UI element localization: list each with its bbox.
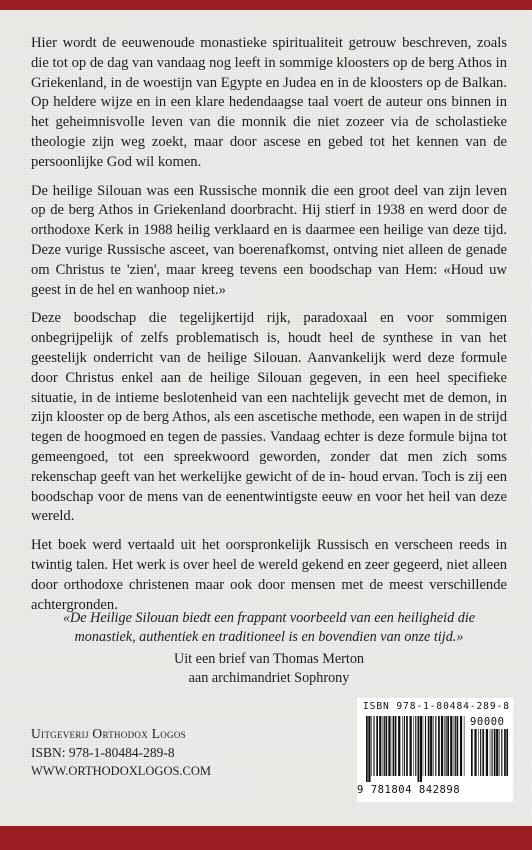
back-cover-blurb [31,34,507,624]
barcode-bar [464,716,465,776]
barcode-bar [410,716,412,776]
barcode-bar [371,716,372,776]
barcode-bar [430,716,432,776]
barcode-bar [398,716,400,776]
barcode-bar [418,716,420,782]
barcode-bar [368,716,370,782]
top-red-band [0,0,532,10]
barcode-bar [457,716,459,776]
barcode-bar [455,716,456,776]
quote-attribution-line-1: Uit een brief van Thomas Merton [173,651,365,667]
barcode-bar [501,729,502,776]
barcode-bar [395,716,397,776]
blurb-paragraph-4: Het boek werd vertaald uit het oorspronkelijk Russisch en verscheen reeds in twintig talen. Het werk is over heel de wereld gekend en zeer gegeerd, niet alleen door orthodoxe christenen maar ook door mensen met de meest verschillende achtergronden. [31,537,507,613]
barcode-bar [504,729,506,776]
barcode-bar [383,716,384,776]
barcode-bar [446,716,447,776]
barcode-bar [435,716,436,776]
blurb-paragraph-3: Deze boodschap die tegelijkertijd rijk, paradoxaal en voor sommigen onbegrijpelijk of zelfs problematisch is, houdt heel de synthese in van het geestelijk onderricht van de heilige Silouan. Aanvankelijk werd deze formule door Christus enkel aan de heilige Silouan gegeven, in een heel specifieke situatie, in de intieme beslotenheid van een nachtelijk gevecht met de demon, in zijn klooster op de berg Athos, als een ascetische methode, een wapen in de strijd tegen de hoogmoed en tegen de passies. Vandaag echter is deze formule bijna tot gemeengoed, tot een spreekwoord geworden, zonder dat men zich soms rekenschap geeft van het werkelijke gewicht of de in- houd ervan. Toch is zij een boodschap voor de mens van de eenentwintigste eeuw en voor het heil van deze wereld. [31,310,507,525]
publisher-block [31,724,291,781]
blurb-paragraph-1: Hier wordt de eeuwenoude monastieke spiritualiteit getrouw beschreven, zoals die tot op de dag van vandaag nog leeft in sommige kloosters op de berg Athos in Griekenland, in de woestijn van Egypte en Judea en in de kloosters op de Balkan. Op heldere wijze en in een klare hedendaagse taal voert de auteur ons binnen in het geheimnisvolle leven van die monnik die niet zozeer via de scholastieke theologie zijn weg zoekt, maar door ascese en gebed tot het kennen van de persoonlijke God wil komen. [31,35,507,170]
barcode-isbn-label: ISBN 978-1-80484-289-8 [363,701,510,712]
barcode-bar [447,716,449,776]
barcode-bar [393,716,394,776]
barcode-bar [450,716,452,776]
barcode-bar [386,716,388,776]
barcode-bar [494,729,496,776]
barcode-bar [460,716,462,776]
barcode-bar [471,729,473,776]
barcode-bar [454,716,455,776]
bottom-red-band [0,826,532,850]
quote-attribution-line-2: aan archimandriet Sophrony [188,670,350,686]
barcode-bar [438,716,440,776]
barcode-main-bars [365,716,465,782]
barcode-addon-code: 90000 [470,716,505,728]
barcode-bar [444,716,445,776]
barcode-bar [376,716,378,776]
quote-text: «De Heilige Silouan biedt een frappant voorbeeld van een heiligheid die monastiek, authentiek en traditioneel is en bovendien van onze tijd.» [62,610,476,645]
barcode-bar [404,716,405,776]
endorsement-quote [31,609,507,688]
barcode-bar [413,716,414,776]
barcode-bar [441,716,443,776]
barcode-bar [499,729,500,776]
barcode-bar [480,729,481,776]
barcode-bar [496,729,498,776]
barcode-bar [388,716,390,776]
barcode-bar [366,716,368,782]
barcode-bar [379,716,381,776]
barcode-bar [423,716,424,776]
barcode-bar [474,729,476,776]
barcode-addon-bars [470,729,508,782]
barcode-bar [402,716,403,776]
publisher-name: Uitgeverij Orthodox Logos [31,726,186,741]
barcode-bar [415,716,416,776]
blurb-paragraph-2: De heilige Silouan was een Russische monnik die een groot deel van zijn leven op de berg Athos in Griekenland doorbracht. Hij stierf in 1938 en werd door de orthodoxe Kerk in 1988 heilig verklaard en is daarmee een heilige van deze tijd. Deze vurige Russische asceet, van boerenafkomst, ontving niet alleen de genade om Christus te 'zien', maar kreeg tevens een boodschap van Hem: «Houd uw geest in de hel en wanhoop niet.» [31,182,507,298]
barcode-bar [486,729,488,776]
barcode-bar [406,716,408,776]
barcode-bar [433,716,434,776]
barcode-bar [392,716,393,776]
publisher-website: WWW.ORTHODOXLOGOS.COM [31,764,212,778]
barcode-bar [490,729,491,776]
barcode-bar [428,716,430,776]
barcode-bar [373,716,374,776]
publisher-isbn: ISBN: 978-1-80484-289-8 [31,745,175,760]
barcode-bar [482,729,484,776]
isbn-barcode [357,698,513,802]
barcode-bar [425,716,426,776]
barcode-bar [478,729,479,776]
barcode-bar [492,729,493,776]
barcode-digits: 9 781804 842898 [357,784,461,796]
barcode-bar [384,716,385,776]
barcode-bar [420,716,422,782]
barcode-bar [506,729,508,776]
